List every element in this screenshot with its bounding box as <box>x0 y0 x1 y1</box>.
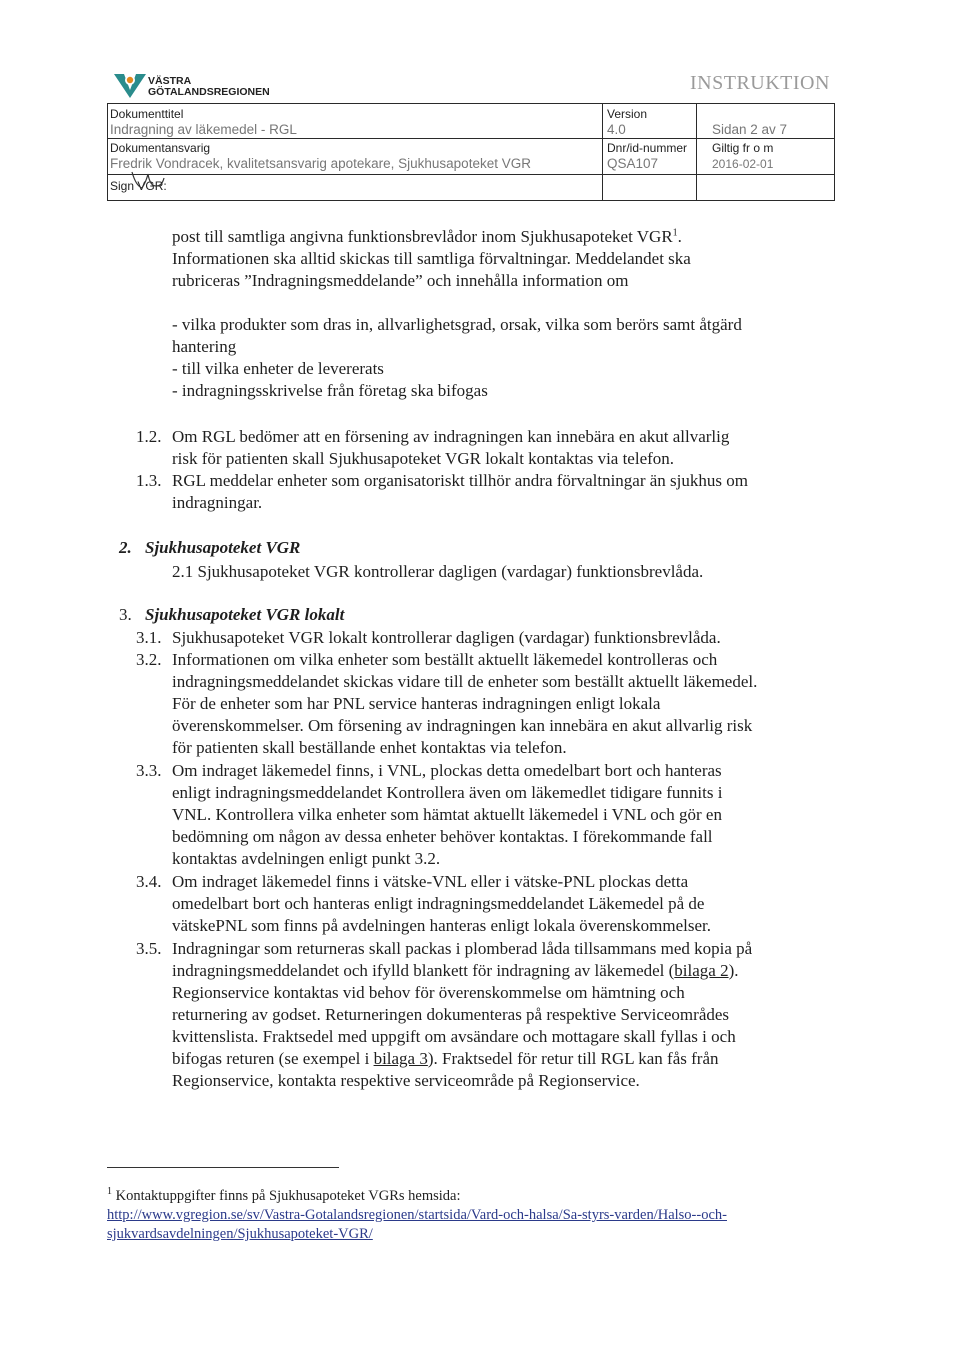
heading-number: 3. <box>119 605 132 624</box>
signature-icon <box>130 168 170 194</box>
section-heading: Sjukhusapoteket VGR <box>145 538 301 557</box>
paragraph-line: för patienten skall beställande enhet kontaktas via telefon. <box>172 738 567 757</box>
section-number: 1.3. <box>136 471 162 490</box>
version-value: 4.0 <box>607 122 626 137</box>
version-label: Version <box>607 107 648 121</box>
paragraph-line: bifogas returen (se exempel i bilaga 3). Fraktsedel för retur till RGL kan fås från <box>172 1049 719 1068</box>
dnr-value: QSA107 <box>607 156 659 171</box>
section-number: 3.5. <box>136 939 162 958</box>
paragraph-line: post till samtliga angivna funktionsbrevlådor inom Sjukhusapoteket VGR$^1$. <box>172 227 682 246</box>
paragraph-line: rubriceras ”Indragningsmeddelande” och innehålla information om <box>172 271 629 290</box>
footnote-text: $^1$ Kontaktuppgifter finns på Sjukhusapoteket VGRs hemsida: <box>107 1186 461 1204</box>
paragraph-line: enligt indragningsmeddelandet Kontrollera även om läkemedlet tidigare funnits i <box>172 783 723 802</box>
paragraph-line: Regionservice kontaktas vid behov för överenskommelse om hämtning och <box>172 983 685 1002</box>
bilaga-2-link[interactable]: bilaga 2 <box>674 961 729 980</box>
table-divider <box>108 174 834 175</box>
paragraph-line: överenskommelser. Om försening av indragningen kan innebära en akut allvarlig risk <box>172 716 753 735</box>
list-item: - till vilka enheter de levererats <box>172 359 384 378</box>
paragraph-line: omedelbart bort och hanteras enligt indragningsmeddelandet Läkemedel på de <box>172 894 705 913</box>
vgr-logo <box>110 68 270 100</box>
footnote-url-line-2[interactable]: sjukvardsavdelningen/Sjukhusapoteket-VGR/ <box>107 1226 373 1242</box>
list-item: - indragningsskrivelse från företag ska bifogas <box>172 381 488 400</box>
paragraph-line: Informationen om vilka enheter som beställt aktuellt läkemedel kontrolleras och <box>172 650 718 669</box>
paragraph-line: kvittenslista. Fraktsedel med uppgift om avsändare och mottagare skall fyllas i och <box>172 1027 736 1046</box>
paragraph-line: RGL meddelar enheter som organisatoriskt tillhör andra förvaltningar än sjukhus om <box>172 471 748 490</box>
section-number: 3.3. <box>136 761 162 780</box>
footnote-ref: 1 <box>672 227 678 239</box>
footnote-url-line-1[interactable]: http://www.vgregion.se/sv/Vastra-Gotalandsregionen/startsida/Vard-och-halsa/Sa-styrs-varden/Halso--och- <box>107 1207 727 1223</box>
paragraph-line: bedömning om någon av dessa enheter behöver kontaktas. I förekommande fall <box>172 827 713 846</box>
paragraph-line: Om indraget läkemedel finns i vätske-VNL eller i vätske-PNL plockas detta <box>172 872 689 891</box>
paragraph-line: indragningar. <box>172 493 263 512</box>
paragraph-line: Indragningar som returneras skall packas i plomberad låda tillsammans med kopia på <box>172 939 753 958</box>
paragraph-line: vätskePNL som finns på avdelningen hanteras enligt lokala överenskommelser. <box>172 916 711 935</box>
valid-from-value: 2016-02-01 <box>712 157 774 171</box>
paragraph-line: Regionservice, kontakta respektive serviceområde på Regionservice. <box>172 1071 640 1090</box>
logo-line-1: VÄSTRA <box>148 75 192 87</box>
sign-label: Sign VGR: <box>110 179 167 193</box>
responsible-label: Dokumentansvarig <box>110 141 211 155</box>
list-item: - vilka produkter som dras in, allvarlighetsgrad, orsak, vilka som berörs samt åtgärd <box>172 315 742 334</box>
heading-number: 2. <box>119 538 132 557</box>
logo-text <box>148 76 270 98</box>
responsible-value: Fredrik Vondracek, kvalitetsansvarig apotekare, Sjukhusapoteket VGR <box>110 156 531 171</box>
vgr-logo-icon <box>110 68 150 100</box>
table-divider <box>108 138 834 139</box>
paragraph-line: risk för patienten skall Sjukhusapoteket VGR lokalt kontaktas via telefon. <box>172 449 675 468</box>
page-number: Sidan 2 av 7 <box>712 122 788 137</box>
footnote-divider <box>107 1167 339 1168</box>
paragraph-line: indragningsmeddelandet skickas vidare till de enheter som beställt aktuellt läkemedel. <box>172 672 758 691</box>
logo-line-2: GÖTALANDSREGIONEN <box>148 86 270 98</box>
paragraph-line: VNL. Kontrollera vilka enheter som hämtat aktuellt läkemedel i VNL och gör en <box>172 805 722 824</box>
paragraph-line: För de enheter som har PNL service hanteras indragningen enligt lokala <box>172 694 661 713</box>
section-number: 3.2. <box>136 650 162 669</box>
section-number: 3.1. <box>136 628 162 647</box>
section-number: 3.4. <box>136 872 162 891</box>
table-divider <box>602 104 603 200</box>
section-heading: Sjukhusapoteket VGR lokalt <box>145 605 345 624</box>
footnote-mark: 1 <box>107 1186 112 1198</box>
bilaga-3-link[interactable]: bilaga 3 <box>373 1049 428 1068</box>
document-header-table <box>107 103 835 201</box>
paragraph-line: Om indraget läkemedel finns, i VNL, plockas detta omedelbart bort och hanteras <box>172 761 722 780</box>
section-number: 1.2. <box>136 427 162 446</box>
valid-from-label: Giltig fr o m <box>712 141 774 155</box>
paragraph-line: Sjukhusapoteket VGR lokalt kontrollerar dagligen (vardagar) funktionsbrevlåda. <box>172 628 721 647</box>
doc-title-label: Dokumenttitel <box>110 107 184 121</box>
paragraph-line: indragningsmeddelandet och ifylld blankett för indragning av läkemedel (bilaga 2). <box>172 961 739 980</box>
document-type: INSTRUKTION <box>690 72 830 94</box>
list-item: hantering <box>172 337 237 356</box>
dnr-label: Dnr/id-nummer <box>607 141 688 155</box>
table-divider <box>696 104 697 200</box>
paragraph-line: Om RGL bedömer att en försening av indragningen kan innebära en akut allvarlig <box>172 427 730 446</box>
paragraph-line: Informationen ska alltid skickas till samtliga förvaltningar. Meddelandet ska <box>172 249 691 268</box>
paragraph-line: kontaktas avdelningen enligt punkt 3.2. <box>172 849 441 868</box>
paragraph-line: 2.1 Sjukhusapoteket VGR kontrollerar dagligen (vardagar) funktionsbrevlåda. <box>172 562 704 581</box>
paragraph-line: returnering av godset. Returneringen dokumenteras på respektive Serviceområdes <box>172 1005 730 1024</box>
doc-title-value: Indragning av läkemedel - RGL <box>110 122 297 137</box>
